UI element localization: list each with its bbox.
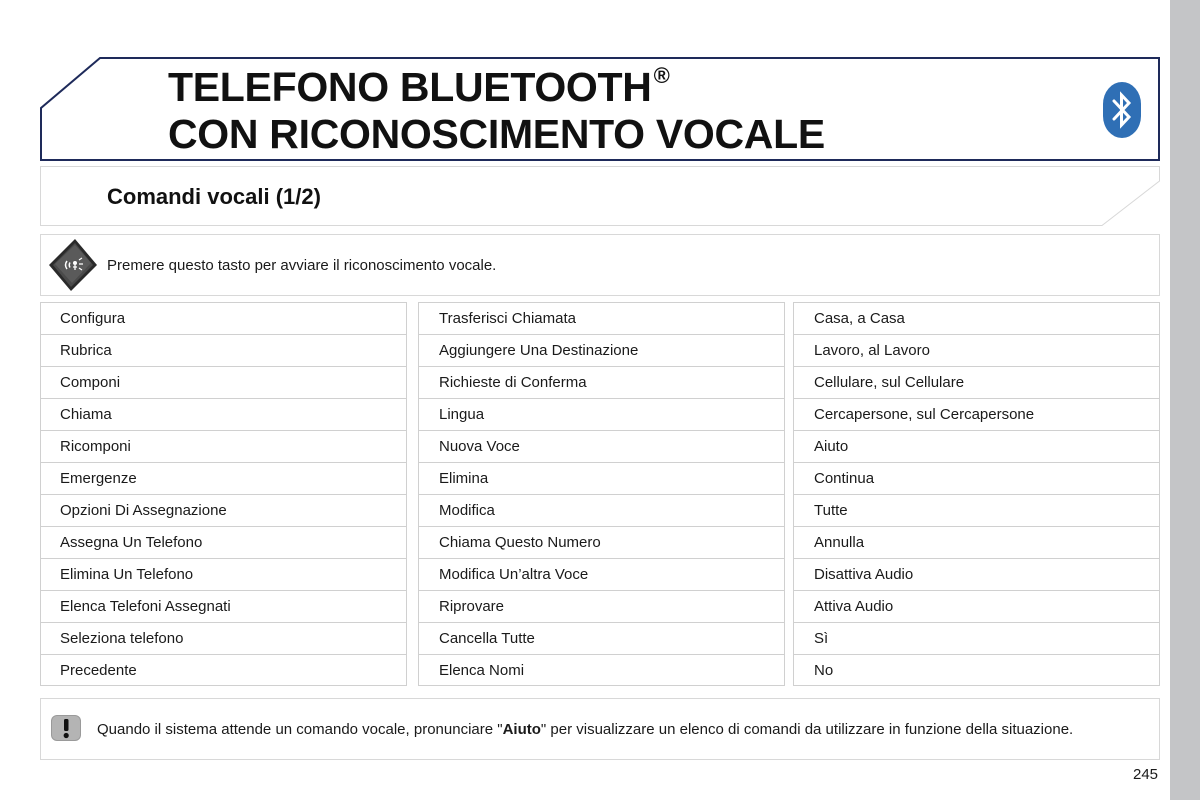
command-item: Cercapersone, sul Cercapersone (794, 399, 1159, 431)
command-item: Annulla (794, 527, 1159, 559)
command-item: Cellulare, sul Cellulare (794, 367, 1159, 399)
registered-mark: ® (653, 63, 670, 88)
command-item: Richieste di Conferma (419, 367, 784, 399)
command-item: Lavoro, al Lavoro (794, 335, 1159, 367)
command-item: Casa, a Casa (794, 303, 1159, 335)
exclamation-icon (50, 714, 82, 742)
page-edge-band (1170, 0, 1200, 800)
commands-column-2 (418, 302, 785, 686)
command-item: Precedente (60, 662, 137, 679)
command-item: Assegna Un Telefono (41, 527, 406, 559)
command-item: Componi (41, 367, 406, 399)
command-item: Ricomponi (41, 431, 406, 463)
command-item: Emergenze (41, 463, 406, 495)
intro-box (40, 234, 1160, 296)
command-item: Rubrica (41, 335, 406, 367)
command-item: Lingua (419, 399, 784, 431)
voice-command-key-icon (45, 235, 101, 293)
intro-text: Premere questo tasto per avviare il riconoscimento vocale. (107, 257, 497, 274)
bluetooth-icon (1102, 81, 1142, 139)
title-box (40, 57, 1160, 161)
command-item: Nuova Voce (419, 431, 784, 463)
command-item: Disattiva Audio (794, 559, 1159, 591)
command-item: Modifica (419, 495, 784, 527)
command-item: Configura (41, 303, 406, 335)
command-item: Elimina (419, 463, 784, 495)
command-item: Continua (794, 463, 1159, 495)
command-item: Chiama (41, 399, 406, 431)
command-item: Tutte (794, 495, 1159, 527)
commands-column-3 (793, 302, 1160, 686)
section-header (40, 166, 1160, 226)
commands-column-1 (40, 302, 407, 686)
command-item: Aiuto (794, 431, 1159, 463)
command-item: Opzioni Di Assegnazione (41, 495, 406, 527)
command-item: Riprovare (419, 591, 784, 623)
page-title-line-2: CON RICONOSCIMENTO VOCALE (168, 111, 825, 157)
command-item: Aggiungere Una Destinazione (419, 335, 784, 367)
command-item: Elenca Telefoni Assegnati (41, 591, 406, 623)
command-item: Modifica Un’altra Voce (419, 559, 784, 591)
command-item: No (814, 662, 834, 679)
note-keyword: Aiuto (502, 721, 541, 738)
command-item: Cancella Tutte (419, 623, 784, 655)
note-box (40, 698, 1160, 760)
note-text: Quando il sistema attende un comando vocale, pronunciare "Aiuto" per visualizzare un elenco di comandi da utilizzare in funzione della situazione. (97, 721, 1074, 738)
command-item: Elimina Un Telefono (41, 559, 406, 591)
command-item: Seleziona telefono (41, 623, 406, 655)
command-item: Trasferisci Chiamata (419, 303, 784, 335)
command-item: Sì (794, 623, 1159, 655)
command-item: Chiama Questo Numero (419, 527, 784, 559)
command-item: Attiva Audio (794, 591, 1159, 623)
command-item: Elenca Nomi (439, 662, 525, 679)
page-number: 245 (1133, 766, 1159, 783)
page-title-line-1: TELEFONO BLUETOOTH® (168, 63, 670, 110)
section-title: Comandi vocali (1/2) (107, 184, 321, 209)
